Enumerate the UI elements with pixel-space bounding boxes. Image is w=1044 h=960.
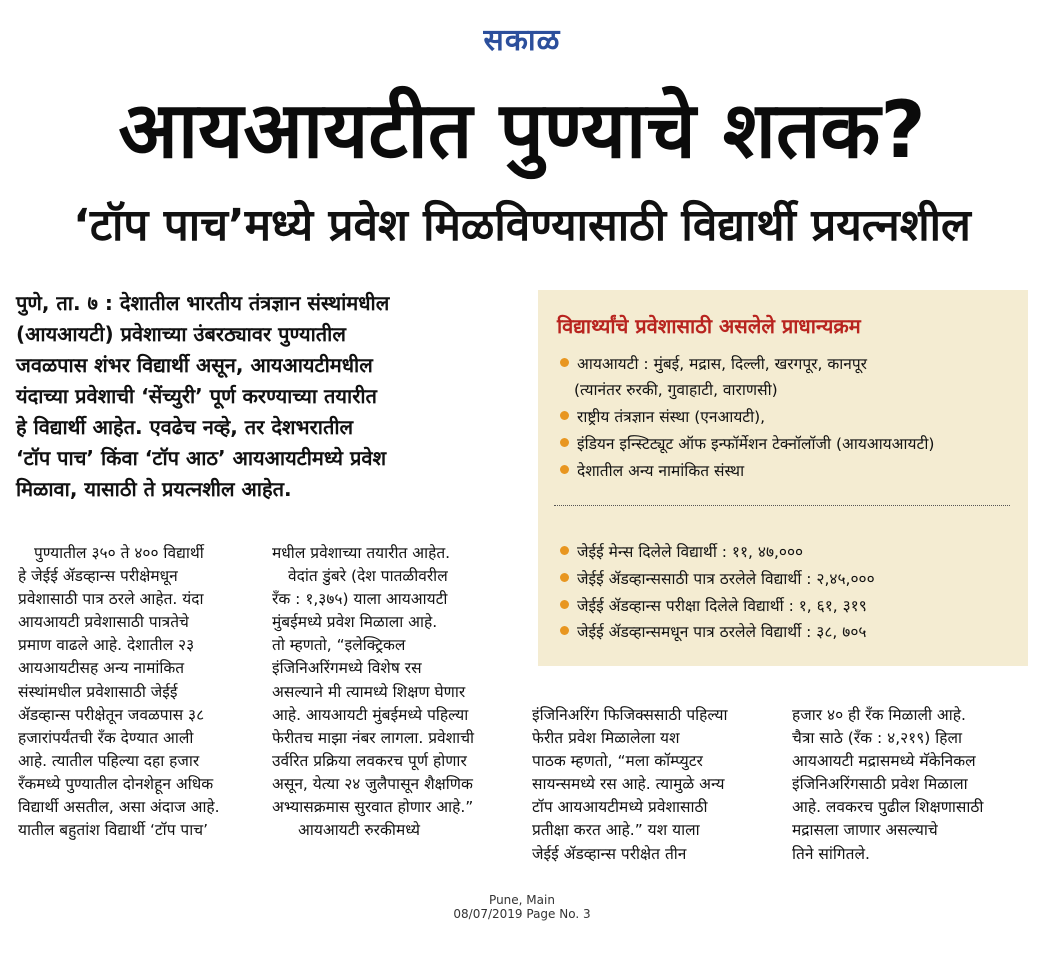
column-line: रँकमध्ये पुण्यातील दोनशेहून अधिक (18, 774, 214, 793)
column-line: आहे. आयआयटी मुंबईमध्ये पहिल्या (272, 705, 469, 724)
bullet-icon (560, 411, 569, 420)
bullet-icon (560, 465, 569, 474)
column-line: ॲडव्हान्स परीक्षेतून जवळपास ३८ (18, 705, 205, 724)
lede-line: ‘टॉप पाच’ किंवा ‘टॉप आठ’ आयआयटीमध्ये प्रवेश (16, 446, 387, 470)
column-line: रँक : १,३७५) याला आयआयटी (272, 590, 448, 609)
bullet-icon (560, 546, 569, 555)
column-line: आयआयटीसह अन्य नामांकित (18, 659, 185, 678)
column-line: प्रमाण वाढले आहे. देशातील २३ (18, 636, 195, 655)
column-line: हजार ४० ही रँक मिळाली आहे. (792, 706, 966, 724)
page-footer (0, 893, 1044, 921)
lede-line: (आयआयटी) प्रवेशाच्या उंबरठ्यावर पुण्यातील (16, 322, 346, 346)
column-line: इंजिनिअरिंगसाठी प्रवेश मिळाला (792, 775, 968, 794)
footer-edition: Pune, Main (489, 893, 555, 907)
column-line: आयआयटी रुरकीमध्ये (298, 821, 421, 840)
stat-item: जेईई ॲडव्हान्ससाठी पात्र ठरलेले विद्यार्थी : २,४५,००० (560, 567, 875, 589)
stat-item: जेईई ॲडव्हान्स परीक्षा दिलेले विद्यार्थी : १, ६१, ३१९ (560, 594, 867, 616)
column-line: प्रतीक्षा करत आहे.” यश याला (532, 821, 700, 840)
lede-line: जवळपास शंभर विद्यार्थी असून, आयआयटीमधील (16, 353, 373, 377)
lede-line: यंदाच्या प्रवेशाची ‘सेंच्युरी’ पूर्ण करण्याच्या तयारीत (16, 384, 377, 408)
headline: आयआयटीत पुण्याचे शतक? (118, 86, 926, 176)
column-line: वेदांत डुंबरे (देश पातळीवरील (288, 567, 448, 586)
column-line: सायन्समध्ये रस आहे. त्यामुळे अन्य (532, 775, 725, 794)
bullet-icon (560, 600, 569, 609)
lede-line: मिळावा, यासाठी ते प्रयत्नशील आहेत. (16, 477, 292, 501)
stat-item: जेईई ॲडव्हान्समधून पात्र ठरलेले विद्यार्थी : ३८, ७०५ (560, 620, 866, 642)
column-line: मुंबईमध्ये प्रवेश मिळाला आहे. (272, 613, 438, 632)
footer-date-page: 08/07/2019 Page No. 3 (453, 907, 591, 921)
column-line: तो म्हणतो, “इलेक्ट्रिकल (272, 636, 406, 655)
column-line: असल्याने मी त्यामध्ये शिक्षण घेणार (272, 682, 466, 701)
dotted-divider (554, 505, 1010, 506)
column-line: चैत्रा साठे (रँक : ४,२१९) हिला (792, 729, 963, 748)
column-line: मद्रासला जाणार असल्याचे (792, 821, 938, 840)
column-line: फेरीतच माझा नंबर लागला. प्रवेशाची (272, 728, 475, 747)
column-line: विद्यार्थी असतील, असा अंदाज आहे. (18, 798, 220, 817)
preference-item: देशातील अन्य नामांकित संस्था (560, 459, 744, 481)
column-line: प्रवेशासाठी पात्र ठरले आहेत. यंदा (18, 590, 204, 609)
bullet-icon (560, 573, 569, 582)
lede-line: पुणे, ता. ७ : देशातील भारतीय तंत्रज्ञान संस्थांमधील (16, 291, 390, 315)
lede-line: हे विद्यार्थी आहेत. एवढेच नव्हे, तर देशभरातील (16, 415, 354, 439)
column-line: अभ्यासक्रमास सुरवात होणार आहे.” (272, 798, 474, 817)
bullet-icon (560, 358, 569, 367)
column-line: इंजिनिअरिंगमध्ये विशेष रस (272, 659, 422, 678)
column-line: फेरीत प्रवेश मिळालेला यश (532, 729, 680, 748)
newspaper-logo: सकाळ (483, 23, 561, 58)
preference-item-continuation: (त्यानंतर रुरकी, गुवाहाटी, वाराणसी) (574, 381, 778, 399)
stat-item: जेईई मेन्स दिलेले विद्यार्थी : ११, ४७,००० (560, 540, 803, 562)
column-line: आहे. त्यातील पहिल्या दहा हजार (18, 751, 200, 770)
column-line: आयआयटी प्रवेशासाठी पात्रतेचे (18, 613, 189, 632)
column-line: आहे. लवकरच पुढील शिक्षणासाठी (792, 798, 984, 817)
column-line: मधील प्रवेशाच्या तयारीत आहेत. (272, 544, 451, 562)
column-line: पाठक म्हणतो, “मला कॉम्प्युटर (532, 752, 703, 771)
column-line: यातील बहुतांश विद्यार्थी ‘टॉप पाच’ (18, 821, 209, 840)
column-line: संस्थांमधील प्रवेशासाठी जेईई (18, 682, 178, 701)
column-line: आयआयटी मद्रासमध्ये मॅकेनिकल (792, 752, 976, 771)
bullet-icon (560, 626, 569, 635)
infobox-title: विद्यार्थ्यांचे प्रवेशासाठी असलेले प्राधान्यक्रम (557, 314, 861, 338)
column-line: तिने सांगितले. (792, 844, 870, 863)
column-line: उर्वरित प्रक्रिया लवकरच पूर्ण होणार (272, 751, 467, 770)
column-line: हे जेईई ॲडव्हान्स परीक्षेमधून (18, 567, 178, 586)
column-line: टॉप आयआयटीमध्ये प्रवेशासाठी (532, 798, 708, 817)
body-column-4 (792, 704, 1030, 866)
column-line: असून, येत्या २४ जुलैपासून शैक्षणिक (272, 774, 473, 793)
preference-item: राष्ट्रीय तंत्रज्ञान संस्था (एनआयटी), (560, 405, 765, 427)
preference-item: इंडियन इन्स्टिट्यूट ऑफ इन्फॉर्मेशन टेक्नॉलॉजी (आयआयआयटी) (560, 432, 934, 454)
body-column-3 (532, 704, 770, 866)
column-line: पुण्यातील ३५० ते ४०० विद्यार्थी (34, 544, 204, 562)
body-column-1 (18, 542, 250, 842)
preferences-infobox (538, 290, 1028, 666)
column-line: हजारांपर्यंतची रँक देण्यात आली (18, 728, 194, 747)
column-line: इंजिनिअरिंग फिजिक्ससाठी पहिल्या (532, 706, 728, 724)
preference-item: आयआयटी : मुंबई, मद्रास, दिल्ली, खरगपूर, कानपूर (560, 352, 867, 374)
subheadline: ‘टॉप पाच’मध्ये प्रवेश मिळविण्यासाठी विद्यार्थी प्रयत्नशील (73, 200, 971, 251)
column-line: जेईई ॲडव्हान्स परीक्षेत तीन (532, 844, 687, 863)
bullet-icon (560, 438, 569, 447)
lede-paragraph (16, 288, 516, 505)
body-column-2 (272, 542, 512, 842)
